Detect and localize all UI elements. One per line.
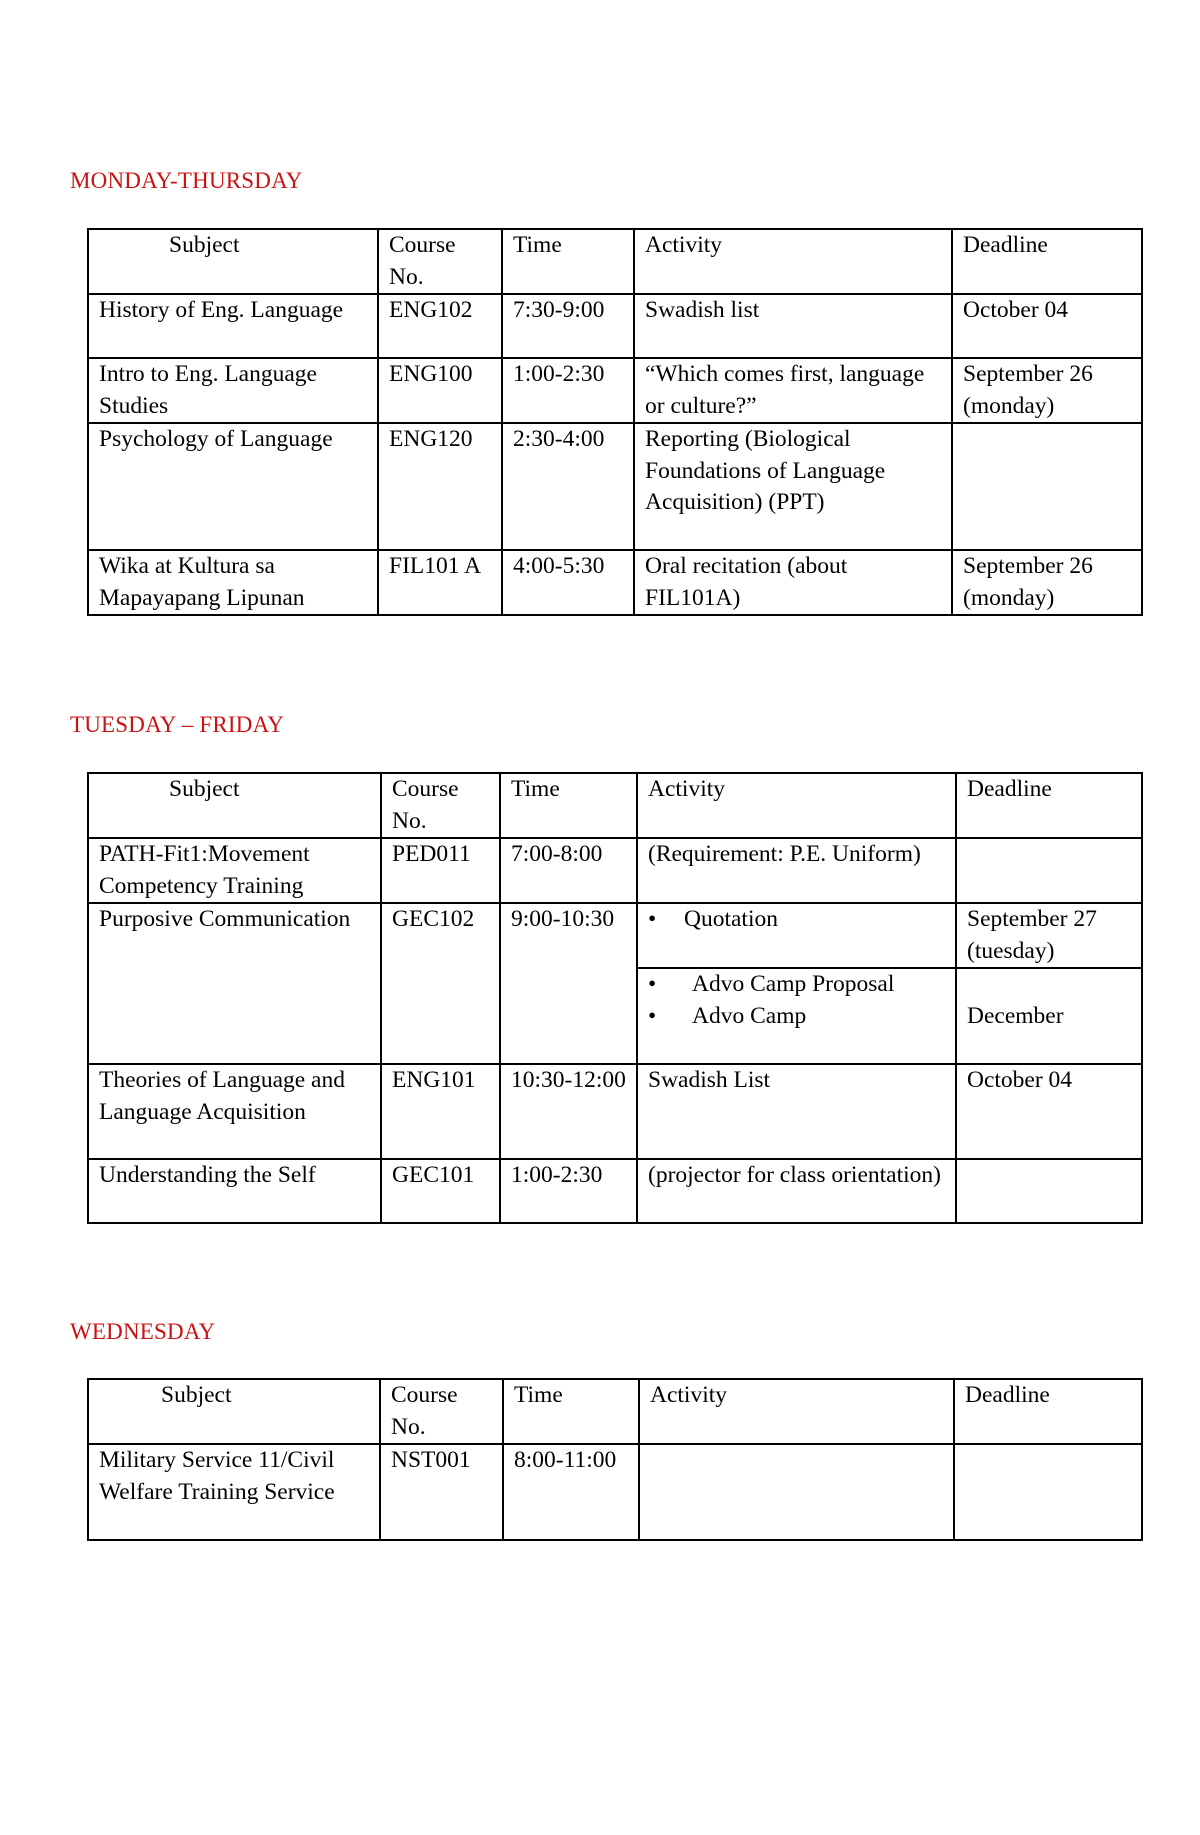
bullet-icon: • <box>648 971 657 997</box>
cell-subject: Purposive Communication <box>88 903 381 1064</box>
header-time: Time <box>503 1379 639 1444</box>
schedule-table-tuesday-friday <box>87 772 1143 1224</box>
cell-activity: Oral recitation (about FIL101A) <box>634 550 952 615</box>
header-activity: Activity <box>639 1379 954 1444</box>
cell-deadline <box>956 968 1142 1064</box>
cell-deadline: October 04 <box>952 294 1142 358</box>
table-row <box>88 1159 1142 1223</box>
cell-time: 8:00-11:00 <box>503 1444 639 1540</box>
cell-activity <box>639 1444 954 1540</box>
cell-subject: Military Service 11/Civil Welfare Training Service <box>88 1444 380 1540</box>
cell-time: 1:00-2:30 <box>502 358 634 423</box>
cell-time: 1:00-2:30 <box>500 1159 637 1223</box>
schedule-table-monday-thursday <box>87 228 1143 616</box>
cell-deadline: September 27 (tuesday) <box>956 903 1142 968</box>
bullet-icon: • <box>648 1002 657 1029</box>
bullet-icon: • <box>648 906 657 932</box>
table-row <box>88 1064 1142 1159</box>
table-row <box>88 423 1142 550</box>
day-heading-tuesday-friday: TUESDAY – FRIDAY <box>70 712 285 737</box>
cell-deadline <box>954 1444 1142 1540</box>
table-row <box>88 550 1142 615</box>
table-row <box>88 294 1142 358</box>
activity-bullet-list <box>648 904 945 936</box>
table-row <box>88 1444 1142 1540</box>
cell-time: 7:00-8:00 <box>500 838 637 903</box>
table-row <box>88 903 1142 968</box>
cell-activity: Swadish List <box>637 1064 956 1159</box>
list-item-text: Quotation <box>684 906 778 932</box>
header-time: Time <box>500 773 637 838</box>
cell-subject: History of Eng. Language <box>88 294 378 358</box>
list-item <box>648 969 945 1001</box>
cell-activity: (projector for class orientation) <box>637 1159 956 1223</box>
cell-deadline <box>956 838 1142 903</box>
cell-time: 2:30-4:00 <box>502 423 634 550</box>
header-course: Course No. <box>380 1379 503 1444</box>
cell-time: 7:30-9:00 <box>502 294 634 358</box>
header-time: Time <box>502 229 634 294</box>
list-item-text: Advo Camp <box>692 1002 807 1029</box>
cell-course: NST001 <box>380 1444 503 1540</box>
cell-subject: Wika at Kultura sa Mapayapang Lipunan <box>88 550 378 615</box>
list-item <box>648 1001 945 1033</box>
cell-course: ENG102 <box>378 294 502 358</box>
cell-subject: Psychology of Language <box>88 423 378 550</box>
list-item <box>648 904 945 936</box>
cell-time: 10:30-12:00 <box>500 1064 637 1159</box>
cell-course: ENG120 <box>378 423 502 550</box>
table-header-row <box>88 1379 1142 1444</box>
cell-deadline <box>952 423 1142 550</box>
cell-subject: PATH-Fit1:Movement Competency Training <box>88 838 381 903</box>
day-heading-wednesday: WEDNESDAY <box>70 1319 216 1344</box>
cell-subject: Intro to Eng. Language Studies <box>88 358 378 423</box>
cell-activity: (Requirement: P.E. Uniform) <box>637 838 956 903</box>
cell-course: GEC102 <box>381 903 500 1064</box>
cell-course: GEC101 <box>381 1159 500 1223</box>
cell-subject: Theories of Language and Language Acquisition <box>88 1064 381 1159</box>
cell-subject: Understanding the Self <box>88 1159 381 1223</box>
cell-activity: Reporting (Biological Foundations of Language Acquisition) (PPT) <box>634 423 952 550</box>
day-heading-monday-thursday: MONDAY-THURSDAY <box>70 168 303 193</box>
header-activity: Activity <box>634 229 952 294</box>
cell-activity: “Which comes first, language or culture?” <box>634 358 952 423</box>
deadline-text: December <box>967 1002 1064 1029</box>
activity-bullet-list <box>648 969 945 1032</box>
cell-deadline: October 04 <box>956 1064 1142 1159</box>
schedule-table-wednesday <box>87 1378 1143 1541</box>
header-activity: Activity <box>637 773 956 838</box>
header-subject: Subject <box>88 229 378 294</box>
header-course: Course No. <box>378 229 502 294</box>
header-subject: Subject <box>88 1379 380 1444</box>
cell-time: 4:00-5:30 <box>502 550 634 615</box>
cell-deadline: September 26 (monday) <box>952 550 1142 615</box>
table-header-row <box>88 229 1142 294</box>
table-row <box>88 358 1142 423</box>
header-subject: Subject <box>88 773 381 838</box>
cell-deadline: September 26 (monday) <box>952 358 1142 423</box>
header-deadline: Deadline <box>952 229 1142 294</box>
table-row <box>88 838 1142 903</box>
cell-deadline <box>956 1159 1142 1223</box>
header-course: Course No. <box>381 773 500 838</box>
cell-time: 9:00-10:30 <box>500 903 637 1064</box>
cell-course: FIL101 A <box>378 550 502 615</box>
cell-course: ENG100 <box>378 358 502 423</box>
list-item-text: Advo Camp Proposal <box>692 971 895 997</box>
cell-course: ENG101 <box>381 1064 500 1159</box>
table-header-row <box>88 773 1142 838</box>
cell-activity <box>637 968 956 1064</box>
cell-activity <box>637 903 956 968</box>
header-deadline: Deadline <box>954 1379 1142 1444</box>
cell-course: PED011 <box>381 838 500 903</box>
header-deadline: Deadline <box>956 773 1142 838</box>
cell-activity: Swadish list <box>634 294 952 358</box>
